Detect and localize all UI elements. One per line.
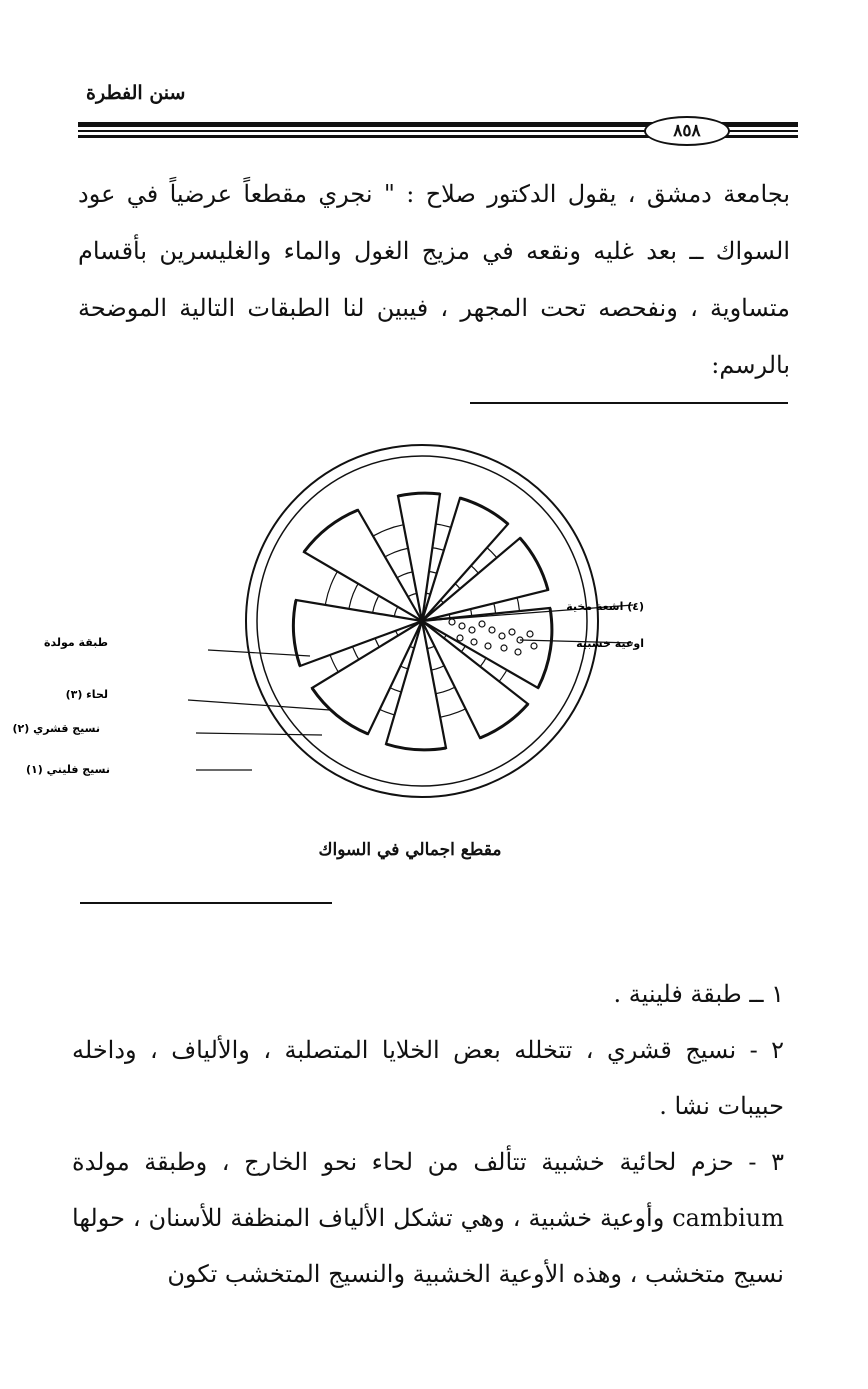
body-paragraph: بجامعة دمشق ، يقول الدكتور صلاح : " نجري مقطعاً عرضياً في عود السواك ــ بعد غليه ونقعه في مزيج الغول والماء والغليسرين بأقسام متساوية ، ونفحصه تحت المجهر ، فيبين لنا الطبقات التالية الموضحة بالرسم: bbox=[78, 180, 790, 379]
list-item-2: ٢ - نسيج قشري ، تتخلله بعض الخلايا المتصلبة ، والألياف ، وداخله حبيبات نشا . bbox=[72, 1036, 784, 1120]
list-item-3: ٣ - حزم لحائية خشبية تتألف من لحاء نحو الخارج ، وطبقة مولدة cambium وأوعية خشبية ، وهي تشكل الألياف المنظفة للأسنان ، حولها نسيج متخشب ، وهذه الأوعية الخشبية والنسيج المتخشب تكون bbox=[72, 1148, 784, 1288]
section-rule-right bbox=[470, 402, 788, 404]
page-number: ٨٥٨ bbox=[644, 116, 730, 146]
figure-caption: مقطع اجمالي في السواك bbox=[318, 840, 502, 860]
cross-section-diagram bbox=[12, 440, 660, 810]
miswak-cross-section-figure bbox=[12, 440, 660, 810]
section-rule-left bbox=[80, 902, 332, 904]
label-xylem-vessels: اوعية خشبية bbox=[576, 637, 644, 650]
running-header-title: سنن الفطرة bbox=[86, 82, 186, 104]
label-pith-rays: (٤) اشعة مخية bbox=[566, 600, 644, 613]
list-item-1: ١ ــ طبقة فلينية . bbox=[613, 980, 784, 1008]
label-cambium: طبقة مولدة bbox=[44, 636, 108, 649]
label-cortex: نسيج قشري (٢) bbox=[12, 722, 100, 735]
label-bast: لحاء (٣) bbox=[65, 688, 108, 701]
label-cork: نسيج فليني (١) bbox=[26, 763, 110, 776]
